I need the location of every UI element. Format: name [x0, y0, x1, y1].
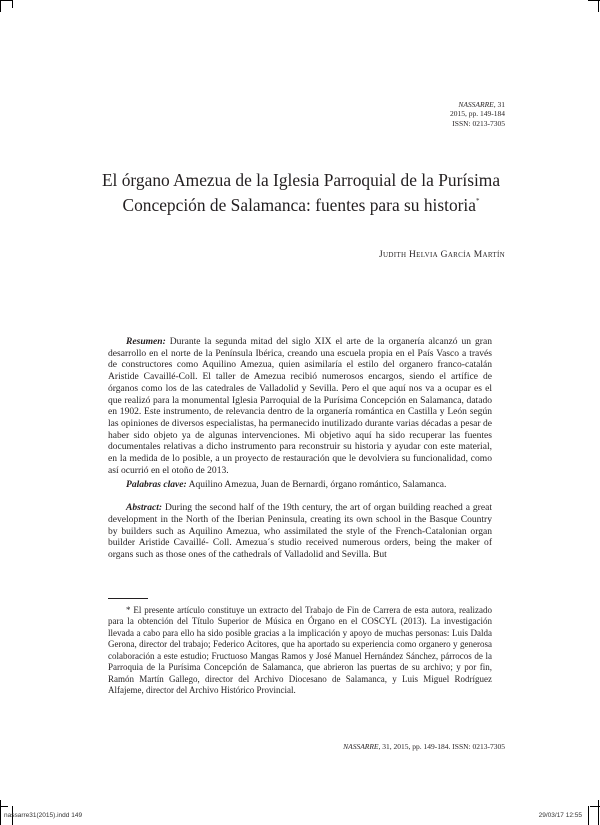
footnote-paragraph — [108, 605, 492, 697]
journal-volume-line — [450, 100, 505, 109]
crop-mark — [598, 800, 599, 825]
crop-mark — [0, 0, 12, 1]
footnote — [108, 605, 492, 697]
crop-mark — [590, 806, 600, 807]
crop-mark — [588, 0, 600, 1]
abstract-en-text: During the second half of the 19th century, the art of organ building reached a great development in the North of the Iberian Peninsula, creating its own school in the Basque Country by builders such as Aquilino Amezua, who assimilated the style of the French-Catalonian organ builder Aristide Cavaillé- Coll. Amezua´s studio received numerous orders, being the maker of organs such as those ones of the cathedrals of Valladolid and Sevilla. But — [108, 502, 492, 560]
abstract-block — [108, 336, 492, 561]
title-footnote-mark: * — [476, 197, 480, 206]
slug-file: nassarre31(2015).indd 149 — [4, 812, 83, 819]
abstract-es-label: Resumen: — [126, 336, 166, 347]
keywords-es-text: Aquilino Amezua, Juan de Bernardi, órgano romántico, Salamanca. — [186, 479, 447, 491]
article-title-text: El órgano Amezua de la Iglesia Parroquial de la Purísima Concepción de Salamanca: fuentes para su historia — [101, 170, 501, 216]
article-author: Judith Helvia García Martín — [379, 250, 505, 260]
keywords-es — [108, 479, 492, 491]
footnote-mark: * — [126, 605, 131, 615]
crop-mark — [0, 0, 1, 12]
slug-datetime: 29/03/17 12:55 — [538, 812, 582, 819]
abstract-es-text: Durante la segunda mitad del siglo XIX el arte de la organería alcanzó un gran desarrollo en el norte de la Península Ibérica, creando una escuela propia en el País Vasco a través de constructores como Aquilino Amezua, quien asimilaría el estilo del organero franco-catalán Aristide Cavaillé-Coll. El taller de Amezua recibió numerosos encargos, siendo el artífice de órganos como los de las catedrales de Valladolid y Sevilla. Pero el que aquí nos va a ocupar es el que realizó para la monumental Iglesia Parroquial de la Purísima Concepción en Salamanca, datado en 1902. Este instrumento, de relevancia dentro de la organería romántica en Castilla y León según las opiniones de diversos especialistas, ha permanecido inutilizado durante varias décadas a pesar de haber sido objeto ya de algunas intervenciones. Mi objetivo aquí ha sido recuperar las fuentes documentales relativas a dicho instrumento para reconstruir su historia y ayudar con este material, en la medida de lo posible, a un proyecto de restauración que le devolviera su funcionalidad, como así ocurrió en el otoño de 2013. — [108, 336, 492, 476]
article-title — [100, 170, 502, 216]
abstract-es — [108, 336, 492, 476]
crop-mark — [12, 0, 13, 8]
abstract-en-label: Abstract: — [126, 502, 163, 514]
journal-header — [450, 100, 505, 128]
crop-mark — [0, 800, 1, 825]
journal-pages: 2015, pp. 149-184 — [450, 109, 505, 119]
crop-mark — [598, 0, 599, 12]
crop-mark — [588, 806, 589, 825]
footnote-rule — [108, 598, 148, 599]
footnote-text: El presente artículo constituye un extracto del Trabajo de Fin de Carrera de esta autora, realizado para la obtención del Título Superior de Música en Órgano en el COSCYL (2013). La investigación llevada a cabo para ello ha sido posible gracias a la implicación y apoyo de muchas personas: Luis Dalda Gerona, director del trabajo; Federico Acitores, que ha aportado su experiencia como organero y generosa colaboración a este estudio; Fructuoso Mangas Ramos y José Manuel Hernández Sánchez, párrocos de la Parroquia de la Purísima Concepción de Salamanca, que abrieron las puertas de su archivo; y por fin, Ramón Martín Gallego, director del Archivo Diocesano de Salamanca, y Luis Miguel Rodríguez Alfajeme, director del Archivo Histórico Provincial. — [108, 605, 492, 696]
journal-volume: , 31 — [493, 100, 505, 109]
journal-issn: ISSN: 0213-7305 — [452, 118, 505, 128]
page-footer-journal: NASSARRE — [343, 742, 379, 751]
journal-name: NASSARRE — [458, 100, 494, 109]
keywords-es-label: Palabras clave: — [126, 479, 187, 491]
abstract-en — [108, 502, 492, 561]
page-footer-citation: , 31, 2015, pp. 149-184. ISSN: 0213-7305 — [378, 742, 505, 751]
crop-mark — [0, 806, 8, 807]
page-footer — [343, 742, 505, 751]
